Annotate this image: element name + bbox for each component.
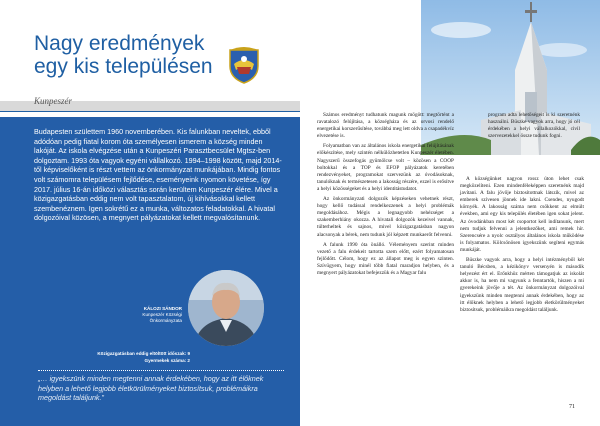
paragraph: program adta lehetőségeit is ki szeretnénk használni. Büszke vagyok arra, hogy jó cél érdekében a helyi vállalkozókkal, civil szervezetekkel össze tudunk fogni. xyxy=(488,112,580,140)
municipal-coat-of-arms-icon xyxy=(226,44,262,84)
title-line-2: egy kis településen xyxy=(34,55,213,78)
page-title xyxy=(34,32,234,78)
stat-children: Gyermekek száma: 2 xyxy=(144,358,190,363)
page-number: 71 xyxy=(569,404,575,410)
person-role: Kunpeszér Községi Önkormányzata xyxy=(142,312,182,323)
intro-text: Budapesten születtem 1960 novemberében. Kis falunkban neveltek, ebből adódóan pedig fiatal korom óta személyesen ismerem a község minden lakóját. Az iskola elvégzése után a Kunpeszéri Parasztbecsület Mgtsz-ben dolgoztam. 1993 óta vagyok egyéni vállalkozó. 1994–1998 között, majd 2014-től képviselőként is részt vettem az önkormányzat munkájában. Mindig fontos volt számomra településem fejlődése, eseményeink nyomon követése, így 2017. július 16-án időközi választás során kerültem Kunpeszér élére. Mivel a közigazgatásban eddig nem volt tapasztalatom, új kihívásokkal kellett szembenéznem. Igen sokrétű ez a munka, változatos feladatokkal. A hivatal dolgozóival közösen, a megnyert pályázatokat kellett megvalósítanunk. xyxy=(34,127,282,223)
paragraph: A községünket nagyon rossz úton lehet csak megközelíteni. Ezen mindenféleképpen szeretnénk majd javítani. A falu jövője biztosítottnak látszik, mivel az emberek szívesen jönnek ide lakni. Csendes, nyugodt környék. A lakosság száma nem csökkent az elmúlt években, ami egy kis település életében igen sokat jelent. Az óvodánkban most két csoportot kell indítanunk, mert nem tudjuk felvenni a jelentkezőket, ami remek hír. Szerencsére a nyolc osztályos általános iskola működése is folyamatos. Kölcsönösen igyekszünk segíteni egymás munkáját. xyxy=(460,176,584,253)
person-name: KÁLOZI SÁNDOR xyxy=(143,306,182,311)
article-column-2-top xyxy=(466,112,580,143)
stat-admin-years: Közigazgatásban eddig eltöltött időszak: 9 xyxy=(97,351,190,356)
paragraph: Büszke vagyok arra, hogy a helyi intézményből két tanuló Bécsben, a kézikönyv versenyén is második helyezést ért el. Erőnkhöz mérten támogatjuk az iskolát akkor is, ha nem mi vagyunk a fenntartók, hiszen a mi gyerekeink jövője a tét. Az önkormányzat dolgozóival igyekszünk minden megtenni annak érdekében, hogy az itt élőknek helyben a lehető legjobb életkörülményeket biztosítsuk, problémáikra megoldást találjunk. xyxy=(460,257,584,313)
article-column-1 xyxy=(317,112,454,280)
quote-divider xyxy=(38,370,284,371)
mayor-portrait xyxy=(188,270,264,346)
location-kicker: Kunpeszér xyxy=(34,96,72,106)
title-line-1: Nagy eredmények xyxy=(34,32,205,55)
paragraph: A falunk 1990 óta önálló. Véleményem szerint minden vezető a falu érdekeit tartotta szem előtt, ezért folyamatosan fejlődött. Célom, hogy ez az állapot meg is egyen szinten. Szívügyem, hogy minél több fiatal maradjon helyben, és a megnyert pályázatokat befejezzük és a Magyar falu xyxy=(317,241,454,276)
section-rule xyxy=(0,111,300,112)
article-column-2 xyxy=(460,176,584,317)
paragraph: Az önkormányzati dolgozók képzéseken vehetnek részt, hogy kellő tudással rendelkezzenek a helyi problémák megoldásához. Mégis a legnagyobb nehézséget a szakemberhiány okozza. A hivatali dolgozók kezeivel vannak, túlterheltek és sajnos, mivel közigazgatásban nagyon alacsonyak a bérek, nem tudunk jól képzett munkaerőt felvenni. xyxy=(317,196,454,238)
paragraph: Számos eredményt tudhatunk magunk mögött: megtörtént a ravatalozó felújítása, a községháza és az orvosi rendelő energetikai korszerűsítése, továbbá meg lett oldva a csapadékvíz elvezetése is. xyxy=(317,112,454,140)
paragraph: Folyamatban van az általános iskola energetikai felújításának előkészítése, mely szintén nélkülözhetetlen Kunpeszér életében. Nagyszerű összefogás gyümölcse volt – közösen a COOP boltokkal és a TOP és EFOP pályázatok keretében rendezvényeket, programokat szervezünk az óvodásoknak, tanulóknak és természetesen a lakosság részére, ezzel is erősítve a helyi közösségeket és a helyi identitástudatot. xyxy=(317,143,454,192)
pull-quote: „… igyekszünk minden megtenni annak érdekében, hogy az itt élőknek helyben a lehető legjobb életkörülményeket biztosítsuk, problémáikra megoldást találjunk.” xyxy=(38,374,264,403)
